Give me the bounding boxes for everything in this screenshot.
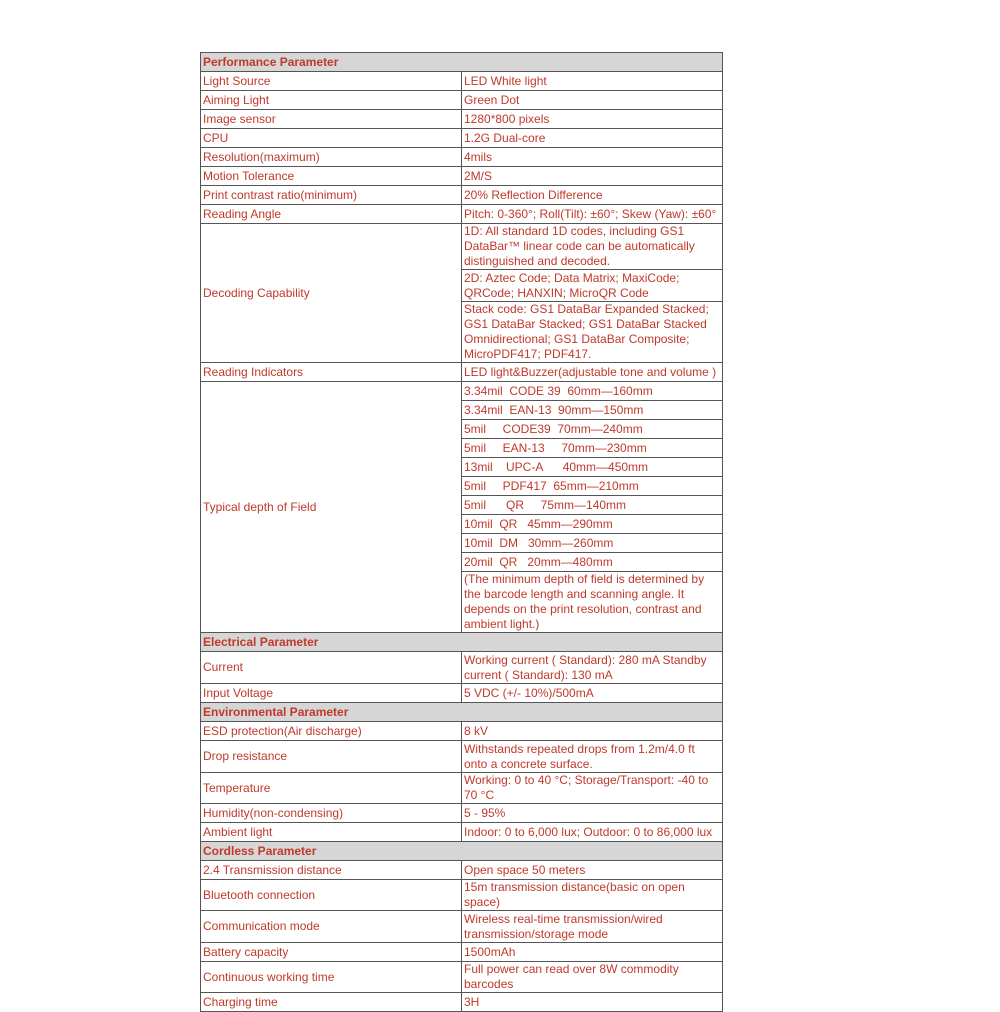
- spec-label: 2.4 Transmission distance: [201, 861, 462, 880]
- spec-value: Green Dot: [462, 91, 723, 110]
- spec-value: (The minimum depth of field is determined by the barcode length and scanning angle. It depends on the print resolution, contrast and ambient light.): [462, 572, 723, 633]
- spec-value: Indoor: 0 to 6,000 lux; Outdoor: 0 to 86,000 lux: [462, 823, 723, 842]
- spec-value: Wireless real-time transmission/wired transmission/storage mode: [462, 911, 723, 943]
- spec-row-indicators: [201, 363, 723, 382]
- spec-value: LED light&Buzzer(adjustable tone and volume ): [462, 363, 723, 382]
- spec-row-voltage: [201, 684, 723, 703]
- spec-value: 3.34mil EAN-13 90mm—150mm: [462, 401, 723, 420]
- spec-row-ambient: [201, 823, 723, 842]
- section-title: Cordless Parameter: [201, 842, 723, 861]
- spec-value: 8 kV: [462, 722, 723, 741]
- spec-value: Working current ( Standard): 280 mA Standby current ( Standard): 130 mA: [462, 652, 723, 684]
- spec-value: Pitch: 0-360°; Roll(Tilt): ±60°; Skew (Yaw): ±60°: [462, 205, 723, 224]
- spec-label: ESD protection(Air discharge): [201, 722, 462, 741]
- section-header-environmental: [201, 703, 723, 722]
- spec-value: 2M/S: [462, 167, 723, 186]
- section-title: Environmental Parameter: [201, 703, 723, 722]
- spec-row-battery: [201, 943, 723, 962]
- spec-value: 3H: [462, 993, 723, 1012]
- spec-label: Aiming Light: [201, 91, 462, 110]
- spec-label: Bluetooth connection: [201, 880, 462, 911]
- spec-row-charging: [201, 993, 723, 1012]
- spec-row-resolution: [201, 148, 723, 167]
- spec-label: Input Voltage: [201, 684, 462, 703]
- section-header-performance: [201, 53, 723, 72]
- spec-label: Resolution(maximum): [201, 148, 462, 167]
- spec-value: 5mil EAN-13 70mm—230mm: [462, 439, 723, 458]
- spec-value: 10mil QR 45mm—290mm: [462, 515, 723, 534]
- spec-label: Temperature: [201, 773, 462, 804]
- spec-row-light-source: [201, 72, 723, 91]
- spec-row-cpu: [201, 129, 723, 148]
- spec-label: Decoding Capability: [201, 224, 462, 363]
- spec-value: Open space 50 meters: [462, 861, 723, 880]
- section-header-electrical: [201, 633, 723, 652]
- spec-value: Working: 0 to 40 °C; Storage/Transport: -40 to 70 °C: [462, 773, 723, 804]
- spec-label: Ambient light: [201, 823, 462, 842]
- spec-row-aiming-light: [201, 91, 723, 110]
- spec-label: Charging time: [201, 993, 462, 1012]
- spec-value: 1280*800 pixels: [462, 110, 723, 129]
- spec-value: 5 VDC (+/- 10%)/500mA: [462, 684, 723, 703]
- spec-row-motion: [201, 167, 723, 186]
- spec-value: 5mil QR 75mm—140mm: [462, 496, 723, 515]
- spec-value: 10mil DM 30mm—260mm: [462, 534, 723, 553]
- spec-value: 20mil QR 20mm—480mm: [462, 553, 723, 572]
- spec-table: [200, 52, 723, 1012]
- spec-label: Print contrast ratio(minimum): [201, 186, 462, 205]
- spec-row-drop: [201, 741, 723, 773]
- spec-label: Current: [201, 652, 462, 684]
- spec-value: 5mil PDF417 65mm—210mm: [462, 477, 723, 496]
- spec-value: Withstands repeated drops from 1.2m/4.0 ft onto a concrete surface.: [462, 741, 723, 773]
- spec-value: Full power can read over 8W commodity barcodes: [462, 962, 723, 993]
- spec-row-esd: [201, 722, 723, 741]
- spec-label: Reading Indicators: [201, 363, 462, 382]
- spec-label: CPU: [201, 129, 462, 148]
- spec-label: Motion Tolerance: [201, 167, 462, 186]
- spec-label: Battery capacity: [201, 943, 462, 962]
- section-title: Performance Parameter: [201, 53, 723, 72]
- spec-value: 5mil CODE39 70mm—240mm: [462, 420, 723, 439]
- spec-row-depth: [201, 382, 723, 401]
- spec-value: 2D: Aztec Code; Data Matrix; MaxiCode; QRCode; HANXIN; MicroQR Code: [462, 270, 723, 302]
- spec-row-decoding-1d: [201, 224, 723, 270]
- spec-label: Image sensor: [201, 110, 462, 129]
- spec-label: Humidity(non-condensing): [201, 804, 462, 823]
- spec-row-image-sensor: [201, 110, 723, 129]
- spec-label: Reading Angle: [201, 205, 462, 224]
- spec-row-contrast: [201, 186, 723, 205]
- spec-label: Typical depth of Field: [201, 382, 462, 633]
- spec-label: Communication mode: [201, 911, 462, 943]
- spec-value: LED White light: [462, 72, 723, 91]
- spec-value: 13mil UPC-A 40mm—450mm: [462, 458, 723, 477]
- spec-row-working-time: [201, 962, 723, 993]
- spec-row-humidity: [201, 804, 723, 823]
- section-header-cordless: [201, 842, 723, 861]
- spec-value: Stack code: GS1 DataBar Expanded Stacked; GS1 DataBar Stacked; GS1 DataBar Stacked Omnidirectional; GS1 DataBar Composite; MicroPDF417; PDF417.: [462, 302, 723, 363]
- spec-label: Continuous working time: [201, 962, 462, 993]
- spec-label: Light Source: [201, 72, 462, 91]
- spec-row-comm-mode: [201, 911, 723, 943]
- spec-row-current: [201, 652, 723, 684]
- spec-value: 1.2G Dual-core: [462, 129, 723, 148]
- spec-value: 4mils: [462, 148, 723, 167]
- spec-row-transmission: [201, 861, 723, 880]
- spec-value: 5 - 95%: [462, 804, 723, 823]
- spec-value: 20% Reflection Difference: [462, 186, 723, 205]
- spec-row-reading-angle: [201, 205, 723, 224]
- section-title: Electrical Parameter: [201, 633, 723, 652]
- spec-row-bluetooth: [201, 880, 723, 911]
- spec-value: 15m transmission distance(basic on open space): [462, 880, 723, 911]
- spec-value: 3.34mil CODE 39 60mm—160mm: [462, 382, 723, 401]
- spec-value: 1D: All standard 1D codes, including GS1 DataBar™ linear code can be automatically distinguished and decoded.: [462, 224, 723, 270]
- spec-label: Drop resistance: [201, 741, 462, 773]
- spec-row-temperature: [201, 773, 723, 804]
- spec-value: 1500mAh: [462, 943, 723, 962]
